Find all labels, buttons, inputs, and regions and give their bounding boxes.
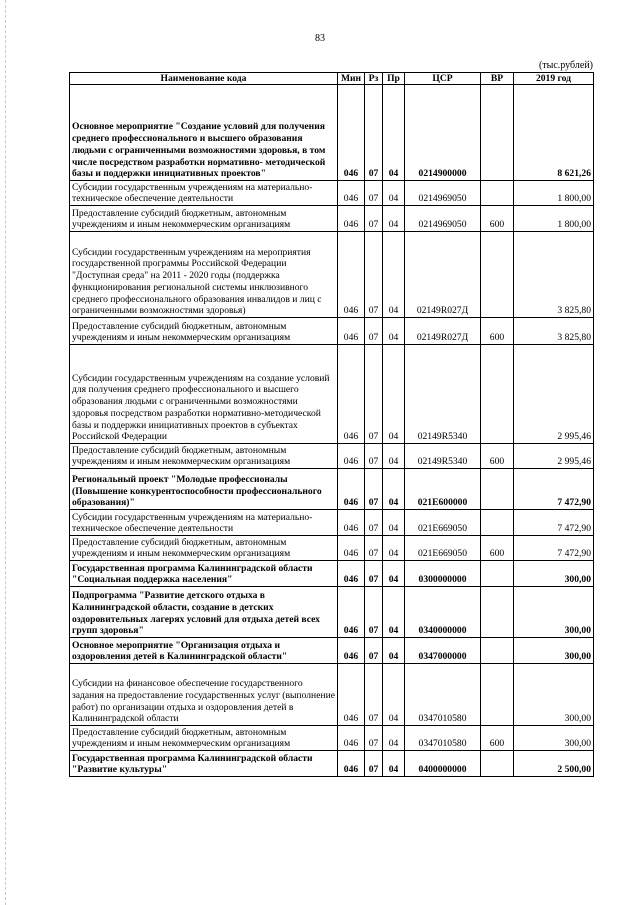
row-amount: 300,00: [514, 664, 594, 726]
row-csr: 02149R027Д: [405, 232, 481, 318]
row-name-text: Предоставление субсидий бюджетным, автономным учреждениям и иным некоммерческим организациям: [72, 320, 291, 344]
row-name-text: Государственная программа Калининградской области "Развитие культуры": [72, 752, 313, 776]
row-amount: 7 472,90: [514, 469, 594, 510]
row-vr: 600: [481, 444, 514, 469]
table-row: [70, 85, 594, 181]
row-rz: 07: [365, 181, 383, 206]
row-vr: [481, 561, 514, 587]
row-name-text: Региональный проект "Молодые профессионалы (Повышение конкурентоспособности профессионального образования)": [72, 473, 322, 509]
row-pr: 04: [383, 638, 405, 664]
row-csr: 021E669050: [405, 536, 481, 561]
row-min: 046: [338, 638, 365, 664]
row-csr: 0347010580: [405, 726, 481, 751]
row-pr: 04: [383, 751, 405, 777]
table-row: [70, 318, 594, 345]
row-pr: 04: [383, 664, 405, 726]
row-rz: 07: [365, 664, 383, 726]
row-vr: [481, 469, 514, 510]
row-name: [70, 536, 338, 561]
budget-table: [69, 72, 594, 777]
row-amount: 8 621,26: [514, 85, 594, 181]
row-min: 046: [338, 587, 365, 638]
row-pr: 04: [383, 318, 405, 345]
row-name: [70, 181, 338, 206]
row-csr: 021E669050: [405, 510, 481, 536]
row-min: 046: [338, 469, 365, 510]
row-name: [70, 587, 338, 638]
row-vr: 600: [481, 318, 514, 345]
row-vr: [481, 181, 514, 206]
header-name: Наименование кода: [70, 73, 338, 85]
header-amount: 2019 год: [514, 73, 594, 85]
row-pr: 04: [383, 561, 405, 587]
table-row: [70, 751, 594, 777]
row-name: [70, 85, 338, 181]
row-min: 046: [338, 664, 365, 726]
row-pr: 04: [383, 345, 405, 444]
row-rz: 07: [365, 561, 383, 587]
table-row: [70, 444, 594, 469]
row-rz: 07: [365, 751, 383, 777]
header-csr: ЦСР: [405, 73, 481, 85]
row-name-text: Подпрограмма "Развитие детского отдыха в Калининградской области, создание в детских оздоровительных лагерях условий для отдыха детей всех групп здоровья": [72, 590, 320, 637]
row-csr: 02149R5340: [405, 345, 481, 444]
table-row: [70, 536, 594, 561]
table-row: [70, 726, 594, 751]
row-name-text: Предоставление субсидий бюджетным, автономным учреждениям и иным некоммерческим организациям: [72, 726, 291, 750]
row-csr: 0347010580: [405, 664, 481, 726]
header-min: Мин: [338, 73, 365, 85]
row-rz: 07: [365, 510, 383, 536]
row-vr: [481, 587, 514, 638]
row-name: [70, 469, 338, 510]
row-name: [70, 444, 338, 469]
row-vr: [481, 638, 514, 664]
row-csr: 0340000000: [405, 587, 481, 638]
row-amount: 1 800,00: [514, 181, 594, 206]
table-row: [70, 561, 594, 587]
row-pr: 04: [383, 181, 405, 206]
row-csr: 021E600000: [405, 469, 481, 510]
row-amount: 2 995,46: [514, 345, 594, 444]
header-pr: Пр: [383, 73, 405, 85]
row-min: 046: [338, 561, 365, 587]
row-amount: 3 825,80: [514, 318, 594, 345]
row-vr: [481, 751, 514, 777]
row-min: 046: [338, 444, 365, 469]
row-amount: 300,00: [514, 587, 594, 638]
row-amount: 1 800,00: [514, 206, 594, 232]
row-rz: 07: [365, 536, 383, 561]
table-row: [70, 181, 594, 206]
row-rz: 07: [365, 85, 383, 181]
row-rz: 07: [365, 345, 383, 444]
row-name: [70, 664, 338, 726]
row-min: 046: [338, 181, 365, 206]
row-name: [70, 751, 338, 777]
row-min: 046: [338, 345, 365, 444]
row-name-text: Основное мероприятие "Создание условий для получения среднего профессионального и высшего образования людьми с ограниченными возможностями здоровья, в том числе посредством разработки нормативно- методической базы и поддержки инициативных проектов": [72, 121, 326, 180]
row-amount: 300,00: [514, 561, 594, 587]
row-vr: [481, 232, 514, 318]
row-pr: 04: [383, 536, 405, 561]
row-pr: 04: [383, 469, 405, 510]
row-name: [70, 318, 338, 345]
row-rz: 07: [365, 587, 383, 638]
row-name-text: Субсидии государственным учреждениям на материально-техническое обеспечение деятельности: [72, 181, 313, 205]
row-amount: 7 472,90: [514, 536, 594, 561]
row-name-text: Основное мероприятие "Организация отдыха и оздоровления детей в Калининградской области": [72, 639, 288, 663]
row-min: 046: [338, 510, 365, 536]
table-row: [70, 638, 594, 664]
row-pr: 04: [383, 587, 405, 638]
table-row: [70, 206, 594, 232]
row-rz: 07: [365, 726, 383, 751]
table-row: [70, 664, 594, 726]
table-row: [70, 510, 594, 536]
row-csr: 0214969050: [405, 206, 481, 232]
row-amount: 300,00: [514, 726, 594, 751]
units-label: (тыс.рублей): [538, 60, 593, 71]
row-csr: 02149R5340: [405, 444, 481, 469]
row-vr: 600: [481, 536, 514, 561]
row-name-text: Предоставление субсидий бюджетным, автономным учреждениям и иным некоммерческим организациям: [72, 444, 291, 468]
row-rz: 07: [365, 638, 383, 664]
table-header-row: [70, 73, 594, 85]
row-name: [70, 726, 338, 751]
row-csr: 0214900000: [405, 85, 481, 181]
row-name-text: Предоставление субсидий бюджетным, автономным учреждениям и иным некоммерческим организациям: [72, 207, 291, 231]
row-csr: 0214969050: [405, 181, 481, 206]
row-csr: 0347000000: [405, 638, 481, 664]
row-name: [70, 345, 338, 444]
row-min: 046: [338, 726, 365, 751]
row-name-text: Субсидии государственным учреждениям на материально-техническое обеспечение деятельности: [72, 511, 313, 535]
table-row: [70, 232, 594, 318]
row-name-text: Субсидии государственным учреждениям на создание условий для получения среднего профессионального и высшего образования людьми с ограниченными возможностями здоровья посредством разработки нормативно-методической базы и поддержки инициативных проектов в субъектах Российской Федерации: [72, 372, 330, 443]
row-pr: 04: [383, 444, 405, 469]
row-min: 046: [338, 318, 365, 345]
row-vr: 600: [481, 726, 514, 751]
row-pr: 04: [383, 232, 405, 318]
row-pr: 04: [383, 85, 405, 181]
header-vr: ВР: [481, 73, 514, 85]
row-vr: [481, 85, 514, 181]
row-name: [70, 510, 338, 536]
row-csr: 02149R027Д: [405, 318, 481, 345]
row-pr: 04: [383, 726, 405, 751]
row-name-text: Государственная программа Калининградской области "Социальная поддержка населения": [72, 562, 313, 586]
scan-margin-line: [5, 0, 6, 905]
row-vr: [481, 345, 514, 444]
row-amount: 7 472,90: [514, 510, 594, 536]
row-name: [70, 206, 338, 232]
row-vr: 600: [481, 206, 514, 232]
row-min: 046: [338, 536, 365, 561]
row-csr: 0300000000: [405, 561, 481, 587]
row-amount: 300,00: [514, 638, 594, 664]
row-vr: [481, 510, 514, 536]
row-rz: 07: [365, 318, 383, 345]
row-min: 046: [338, 751, 365, 777]
row-name-text: Субсидии на финансовое обеспечение государственного задания на предоставление государственных услуг (выполнение работ) по организации отдыха и оздоровления детей в Калининградской области: [72, 678, 335, 725]
row-name-text: Предоставление субсидий бюджетным, автономным учреждениям и иным некоммерческим организациям: [72, 536, 291, 560]
row-min: 046: [338, 232, 365, 318]
row-name: [70, 232, 338, 318]
row-name-text: Субсидии государственным учреждениям на мероприятия государственной программы Российской Федерации "Доступная среда" на 2011 - 2020 годы (поддержка функционирования региональной системы инклюзивного среднего профессионального образования инвалидов и лиц с ограниченными возможностями здоровья): [72, 246, 322, 317]
row-name: [70, 561, 338, 587]
page-number: 83: [315, 33, 325, 44]
row-csr: 0400000000: [405, 751, 481, 777]
header-rz: Рз: [365, 73, 383, 85]
row-amount: 2 500,00: [514, 751, 594, 777]
row-min: 046: [338, 85, 365, 181]
row-name: [70, 638, 338, 664]
row-rz: 07: [365, 206, 383, 232]
row-amount: 3 825,80: [514, 232, 594, 318]
row-rz: 07: [365, 444, 383, 469]
row-min: 046: [338, 206, 365, 232]
row-pr: 04: [383, 206, 405, 232]
row-vr: [481, 664, 514, 726]
row-rz: 07: [365, 469, 383, 510]
row-pr: 04: [383, 510, 405, 536]
row-amount: 2 995,46: [514, 444, 594, 469]
table-row: [70, 345, 594, 444]
table-row: [70, 469, 594, 510]
row-rz: 07: [365, 232, 383, 318]
table-row: [70, 587, 594, 638]
